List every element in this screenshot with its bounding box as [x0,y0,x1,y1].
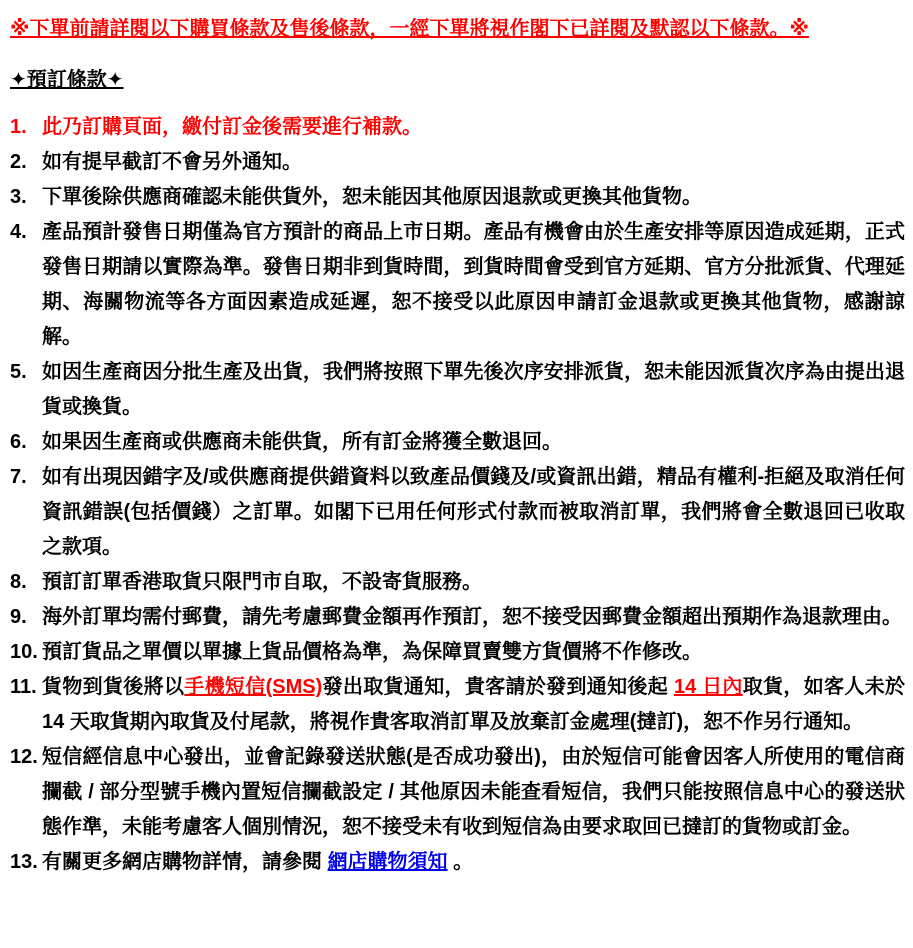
term-text-segment: 如有提早截訂不會另外通知。 [42,151,302,173]
term-item [10,845,905,880]
term-item [10,565,905,600]
term-text-segment: 如因生產商因分批生產及出貨，我們將按照下單先後次序安排派貨，恕未能因派貨次序為由提出退貨或換貨。 [42,361,905,418]
term-text-segment: 發出取貨通知，貴客請於發到通知後起 [322,676,674,698]
term-item [10,145,905,180]
term-text-segment: 預訂訂單香港取貨只限門市自取，不設寄貨服務。 [42,571,482,593]
term-text [42,215,905,355]
term-text [42,635,905,670]
term-text-segment: 下單後除供應商確認未能供貨外，恕未能因其他原因退款或更換其他貨物。 [42,186,702,208]
term-text-segment: 短信經信息中心發出，並會記錄發送狀態(是否成功發出)，由於短信可能會因客人所使用的電信商攔截 / 部分型號手機內置短信攔截設定 / 其他原因未能查看短信，我們只能按照信息中心的發送狀態作準，未能考慮客人個別情況，恕不接受未有收到短信為由要求取回已撻訂的貨物或訂金。 [42,746,905,838]
section-title-preorder-terms: ✦預訂條款✦ [10,69,124,91]
term-number: 10. [10,641,38,663]
term-number: 5. [10,361,27,383]
term-text-segment: 有關更多網店購物詳情，請參閱 [42,851,328,873]
term-text [42,600,905,635]
term-text [42,845,905,880]
term-text-segment: 貨物到貨後將以 [42,676,185,698]
term-text-segment: 預訂貨品之單價以單據上貨品價格為準，為保障買賣雙方貨價將不作修改。 [42,641,702,663]
term-text [42,460,905,565]
term-number: 3. [10,186,27,208]
term-item [10,355,905,425]
term-item [10,740,905,845]
term-text-segment: 取貨，如客人未於 14 天取貨期內取貨及付尾款，將視作貴客取消訂單及放棄訂金處理(撻訂)，恕不作另行通知。 [42,676,906,733]
term-item [10,460,905,565]
term-text [42,740,905,845]
store-shopping-guide-link[interactable]: 網店購物須知 [327,851,448,873]
term-text [42,565,905,600]
term-text [42,145,905,180]
term-number: 1. [10,116,27,138]
purchase-notice-banner: ※下單前請詳閱以下購買條款及售後條款，一經下單將視作閣下已詳閱及默認以下條款。※ [10,18,809,40]
term-number: 8. [10,571,27,593]
term-text-segment: 此乃訂購頁面，繳付訂金後需要進行補款。 [42,116,422,138]
term-text [42,110,905,145]
term-item [10,425,905,460]
term-item [10,635,905,670]
term-item [10,215,905,355]
term-text-segment: 如果因生產商或供應商未能供貨，所有訂金將獲全數退回。 [42,431,562,453]
term-number: 2. [10,151,27,173]
term-text-segment: 14 日內 [673,676,743,698]
term-text-segment: 。 [447,851,474,873]
term-number: 11. [10,676,37,698]
term-number: 13. [10,851,38,873]
term-item [10,110,905,145]
term-item [10,600,905,635]
term-text [42,425,905,460]
term-number: 6. [10,431,27,453]
term-text [42,670,905,740]
term-number: 12. [10,746,38,768]
term-item [10,670,905,740]
term-number: 7. [10,466,27,488]
term-text [42,355,905,425]
term-text [42,180,905,215]
term-text-segment: 產品預計發售日期僅為官方預計的商品上市日期。產品有機會由於生產安排等原因造成延期，正式發售日期請以實際為準。發售日期非到貨時間，到貨時間會受到官方延期、官方分批派貨、代理延期、海關物流等各方面因素造成延遲，恕不接受以此原因申請訂金退款或更換其他貨物，感謝諒解。 [42,221,905,348]
term-text-segment: 海外訂單均需付郵費，請先考慮郵費金額再作預訂，恕不接受因郵費金額超出預期作為退款理由。 [42,606,902,628]
term-text-segment: 手機短信(SMS) [184,676,323,698]
term-number: 9. [10,606,27,628]
term-text-segment: 如有出現因錯字及/或供應商提供錯資料以致產品價錢及/或資訊出錯，精品有權利-拒絕及取消任何資訊錯誤(包括價錢）之訂單。如閣下已用任何形式付款而被取消訂單，我們將會全數退回已收取之款項。 [42,466,905,558]
term-number: 4. [10,221,27,243]
terms-list [10,110,905,880]
term-item [10,180,905,215]
